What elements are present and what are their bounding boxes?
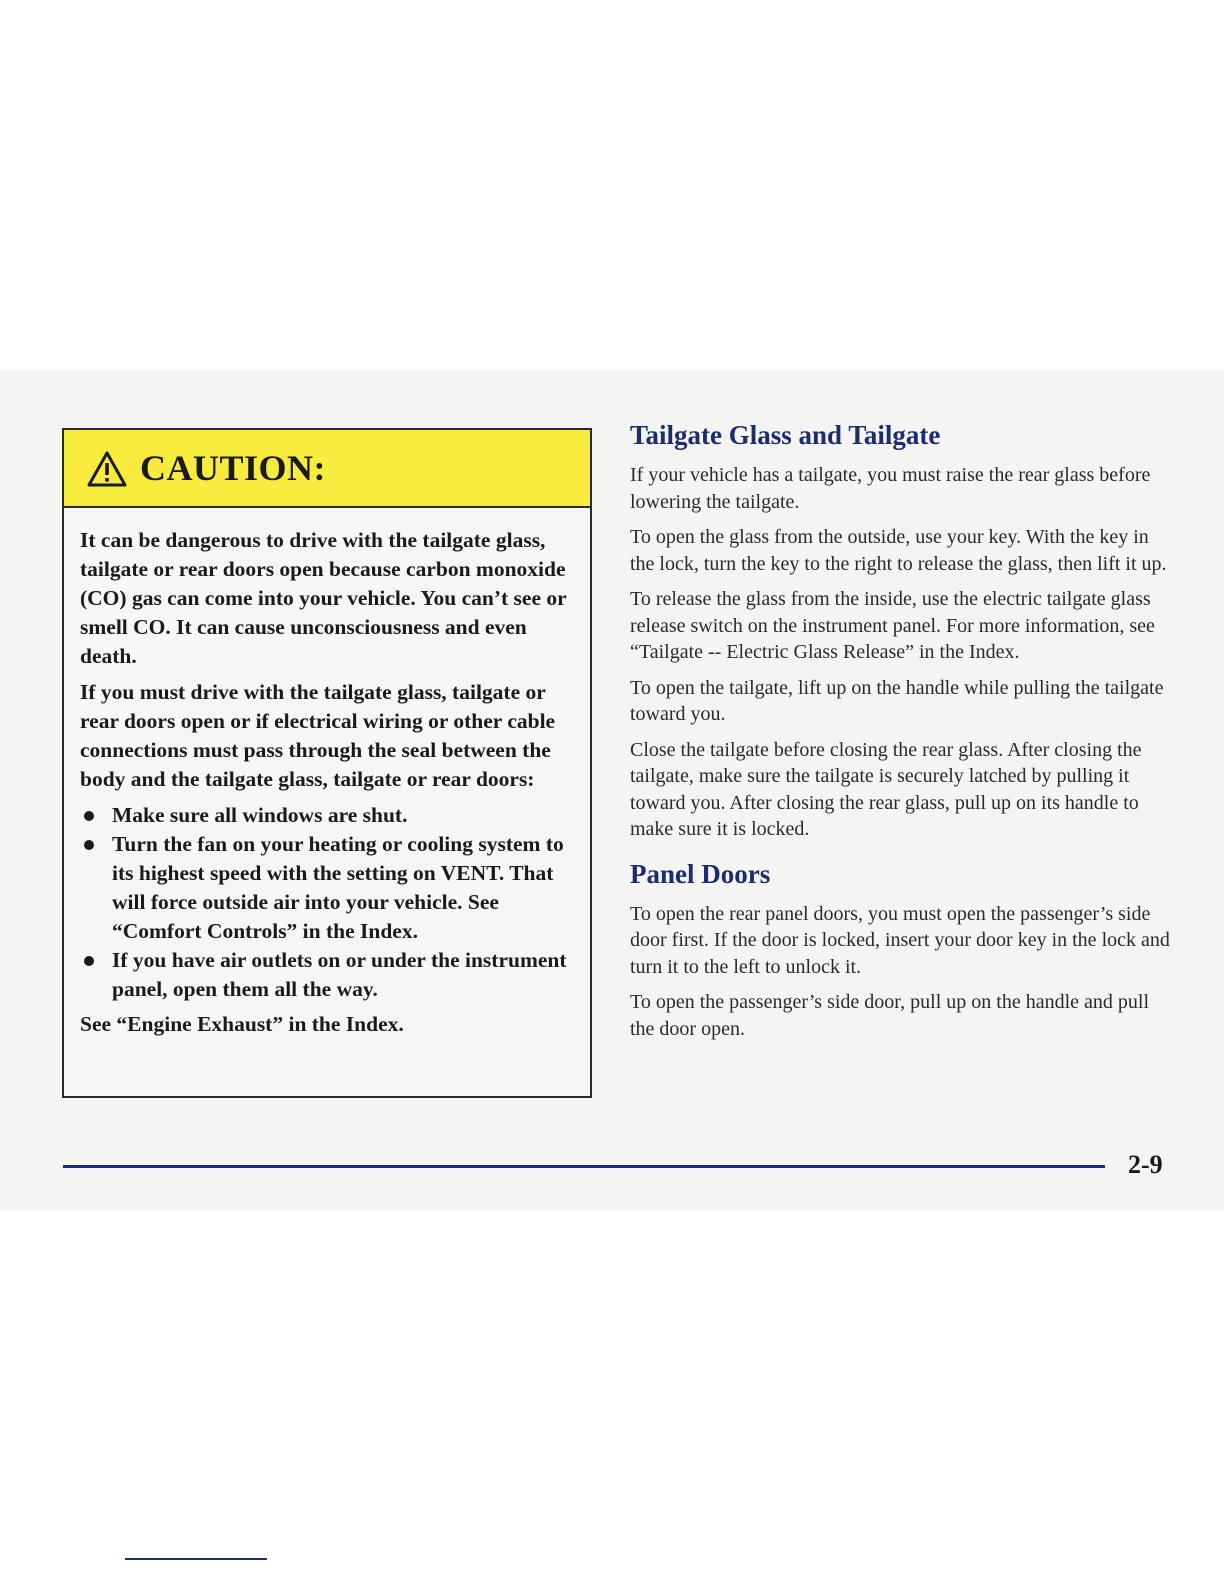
bullet-icon xyxy=(84,840,94,850)
tailgate-section-title: Tailgate Glass and Tailgate xyxy=(630,420,941,450)
bullet-icon xyxy=(84,956,94,966)
caution-header xyxy=(64,430,590,508)
tailgate-paragraph: To release the glass from the inside, use the electric tailgate glass release switch on the instrument panel. For more information, see “Tailgate -- Electric Glass Release” in the Index. xyxy=(630,588,1155,663)
bullet-text: If you have air outlets on or under the instrument panel, open them all the way. xyxy=(112,948,567,1001)
caution-body xyxy=(64,508,590,1039)
tailgate-paragraph: To open the glass from the outside, use your key. With the key in the lock, turn the key to the right to release the glass, then lift it up. xyxy=(630,526,1167,575)
panel-doors-paragraph: To open the passenger’s side door, pull up on the handle and pull the door open. xyxy=(630,991,1149,1040)
caution-closing: See “Engine Exhaust” in the Index. xyxy=(80,1012,404,1036)
right-column xyxy=(630,418,1175,1051)
bullet-text: Turn the fan on your heating or cooling system to its highest speed with the setting on VENT. That will force outside air into your vehicle. See “Comfort Controls” in the Index. xyxy=(112,832,564,943)
tailgate-paragraph: Close the tailgate before closing the rear glass. After closing the tailgate, make sure the tailgate is securely latched by pulling it toward you. After closing the rear glass, pull up on its handle to make sure it is locked. xyxy=(630,738,1142,840)
caution-bullet-list xyxy=(80,801,570,1004)
caution-title: CAUTION: xyxy=(140,448,327,488)
caution-paragraph: It can be dangerous to drive with the tailgate glass, tailgate or rear doors open because carbon monoxide (CO) gas can come into your vehicle. You can’t see or smell CO. It can cause unconsciousness and even death. xyxy=(80,528,567,668)
panel-doors-section-title: Panel Doors xyxy=(630,858,771,889)
bullet-icon xyxy=(84,811,94,821)
bullet-text: Make sure all windows are shut. xyxy=(112,803,408,827)
warning-triangle-icon xyxy=(86,450,128,488)
decorative-line xyxy=(125,1558,267,1560)
caution-bullet-item xyxy=(80,946,570,1004)
tailgate-paragraph: If your vehicle has a tailgate, you must raise the rear glass before lowering the tailgate. xyxy=(630,464,1151,513)
footer-rule xyxy=(63,1165,1105,1168)
caution-bullet-item xyxy=(80,830,570,946)
panel-doors-paragraph: To open the rear panel doors, you must open the passenger’s side door first. If the door is locked, insert your door key in the lock and turn it to the left to unlock it. xyxy=(630,902,1170,978)
page-number: 2-9 xyxy=(1128,1150,1163,1179)
caution-box xyxy=(62,428,592,1098)
caution-bullet-item xyxy=(80,801,570,830)
tailgate-paragraph: To open the tailgate, lift up on the handle while pulling the tailgate toward you. xyxy=(630,676,1164,725)
caution-paragraph: If you must drive with the tailgate glass, tailgate or rear doors open or if electrical wiring or other cable connections must pass through the seal between the body and the tailgate glass, tailgate or rear doors: xyxy=(80,680,556,791)
